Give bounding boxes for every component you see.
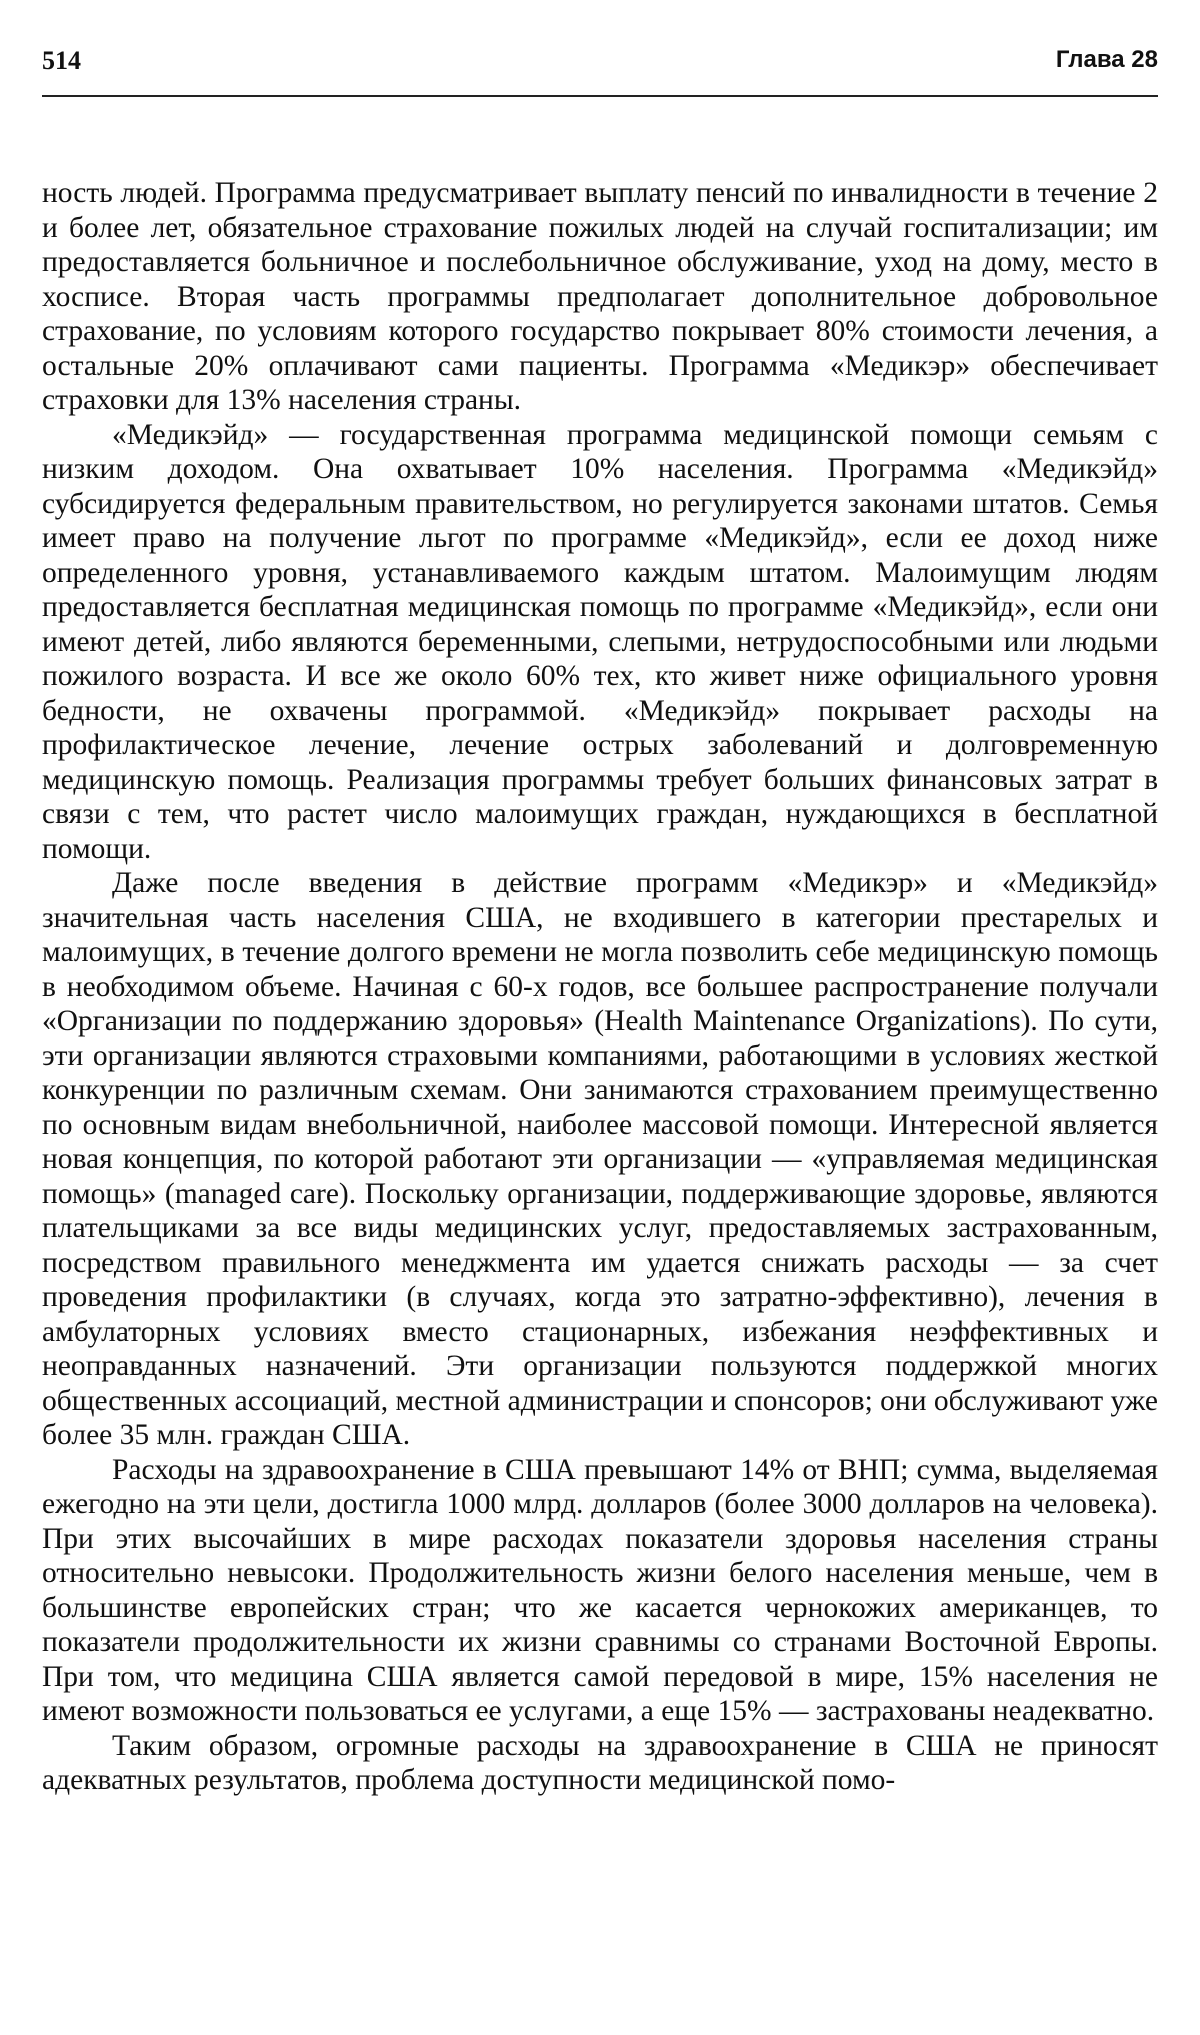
chapter-title: Глава 28 xyxy=(1055,46,1158,73)
body-text xyxy=(42,176,1158,1798)
paragraph-hmo: Даже после введения в действие программ «Медикэр» и «Медикэйд» значительная часть населения США, не входившего в категории престарелых и малоимущих, в течение долгого времени не могла позволить себе медицинскую помощь в необходимом объеме. Начиная с 60-х годов, все большее распространение получали «Организации по поддержанию здоровья» (Health Maintenance Organizations). По сути, эти организации являются страховыми компаниями, работающими в условиях жесткой конкуренции по различным схемам. Они занимаются страхованием преимущественно по основным видам внебольничной, наиболее массовой помощи. Интересной является новая концепция, по которой работают эти организации — «управляемая медицинская помощь» (managed care). Поскольку организации, поддерживающие здоровье, являются плательщиками за все виды медицинских услуг, предоставляемых застрахованным, посредством правильного менеджмента им удается снижать расходы — за счет проведения профилактики (в случаях, когда это затратно-эффективно), лечения в амбулаторных условиях вместо стационарных, избежания неэффективных и неоправданных назначений. Эти организации пользуются поддержкой многих общественных ассоциаций, местной администрации и спонсоров; они обслуживают уже более 35 млн. граждан США. xyxy=(42,867,1158,1451)
paragraph-medicaid: «Медикэйд» — государственная программа медицинской помощи семьям с низким доходом. Она охватывает 10% населения. Программа «Медикэйд» субсидируется федеральным правительством, но регулируется законами штатов. Семья имеет право на получение льгот по программе «Медикэйд», если ее доход ниже определенного уровня, устанавливаемого каждым штатом. Малоимущим людям предоставляется бесплатная медицинская помощь по программе «Медикэйд», если они имеют детей, либо являются беременными, слепыми, нетрудоспособными или людьми пожилого возраста. И все же около 60% тех, кто живет ниже официального уровня бедности, не охвачены программой. «Медикэйд» покрывает расходы на профилактическое лечение, лечение острых заболеваний и долговременную медицинскую помощь. Реализация программы требует больших финансовых затрат в связи с тем, что растет число малоимущих граждан, нуждающихся в бесплатной помощи. xyxy=(42,418,1158,865)
paragraph-conclusion: Таким образом, огромные расходы на здравоохранение в США не приносят адекватных результатов, проблема доступности медицинской помо- xyxy=(42,1729,1158,1796)
page-number: 514 xyxy=(42,46,81,75)
paragraph-expenses: Расходы на здравоохранение в США превышают 14% от ВНП; сумма, выделяемая ежегодно на эти цели, достигла 1000 млрд. долларов (более 3000 долларов на человека). При этих высочайших в мире расходах показатели здоровья населения страны относительно невысоки. Продолжительность жизни белого населения меньше, чем в большинстве европейских стран; что же касается чернокожих американцев, то показатели продолжительности их жизни сравнимы со странами Восточной Европы. При том, что медицина США является самой передовой в мире, 15% населения не имеют возможности пользоваться ее услугами, а еще 15% — застрахованы неадекватно. xyxy=(42,1453,1158,1727)
paragraph-continuation: ность людей. Программа предусматривает выплату пенсий по инвалидности в течение 2 и более лет, обязательное страхование пожилых людей на случай госпитализации; им предоставляется больничное и послебольничное обслуживание, уход на дому, место в хосписе. Вторая часть программы предполагает дополнительное добровольное страхование, по условиям которого государство покрывает 80% стоимости лечения, а остальные 20% оплачивают сами пациенты. Программа «Медикэр» обеспечивает страховки для 13% населения страны. xyxy=(42,177,1158,416)
header-rule xyxy=(42,95,1158,97)
page-header xyxy=(42,38,1158,78)
